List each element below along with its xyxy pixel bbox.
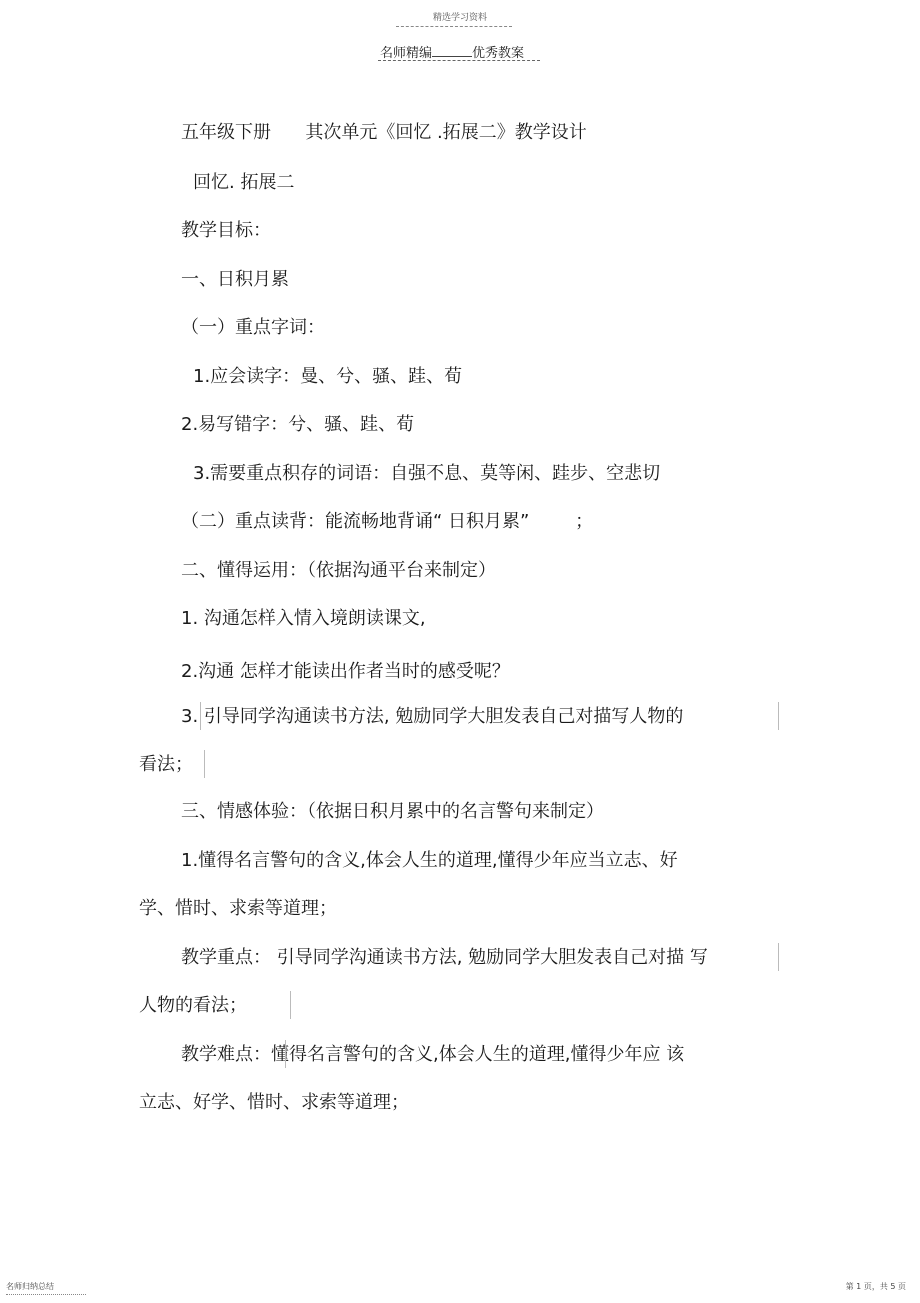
section-1-2-heading: （二）重点读背：能流畅地背诵“ 日积月累” ； [181, 511, 594, 532]
footer-left: 名师归纳总结 [6, 1282, 54, 1291]
difficult-points: 教学难点：懂得名言警句的含义,体会人生的道理,懂得少年应 该 [181, 1044, 685, 1065]
difficult-points-continuation: 立志、好学、惜时、求索等道理； [139, 1092, 409, 1113]
goals-heading: 教学目标： [181, 220, 271, 241]
list-item: 2.沟通 怎样才能读出作者当时的感受呢？ [181, 661, 510, 682]
header-gap [432, 56, 472, 57]
margin-mark [778, 943, 779, 971]
key-points-continuation: 人物的看法； [139, 995, 247, 1016]
section-1-heading: 一、日积月累 [181, 269, 289, 290]
list-item-continuation: 学、惜时、求索等道理； [139, 898, 337, 919]
margin-mark [290, 991, 291, 1019]
list-item: 1.应会读字：曼、兮、骚、跬、荀 [193, 366, 463, 387]
list-item: 3.需要重点积存的词语：自强不息、莫等闲、跬步、空悲切 [193, 463, 661, 484]
list-item: 3. 引导同学沟通读书方法, 勉励同学大胆发表自己对描写人物的 [181, 706, 684, 727]
top-label: 精选学习资料 [432, 13, 487, 23]
key-points: 教学重点： 引导同学沟通读书方法, 勉励同学大胆发表自己对描 写 [181, 947, 708, 968]
section-2-heading: 二、懂得运用：（依据沟通平台来制定） [181, 560, 496, 581]
header-left: 名师精编 [380, 46, 433, 61]
list-item: 2.易写错字：兮、骚、跬、荀 [181, 414, 415, 435]
margin-mark [204, 750, 205, 778]
list-item: 1.懂得名言警句的含义,体会人生的道理,懂得少年应当立志、好 [181, 850, 678, 871]
document-subtitle: 回忆. 拓展二 [193, 172, 295, 193]
margin-mark [778, 702, 779, 730]
margin-mark [285, 1040, 286, 1068]
top-divider [396, 26, 512, 27]
page-header [380, 42, 524, 61]
document-title: 五年级下册 其次单元《回忆 .拓展二》教学设计 [181, 122, 587, 143]
footer-divider [6, 1294, 86, 1295]
section-3-heading: 三、情感体验：（依据日积月累中的名言警句来制定） [181, 801, 604, 822]
header-divider [378, 60, 540, 61]
margin-mark [200, 702, 201, 730]
list-item: 1. 沟通怎样入情入境朗读课文, [181, 608, 426, 629]
list-item-continuation: 看法； [139, 754, 193, 775]
header-right: 优秀教案 [472, 46, 525, 61]
page-number: 第 1 页，共 5 页 [845, 1282, 906, 1291]
section-1-1-heading: （一）重点字词： [181, 317, 325, 338]
